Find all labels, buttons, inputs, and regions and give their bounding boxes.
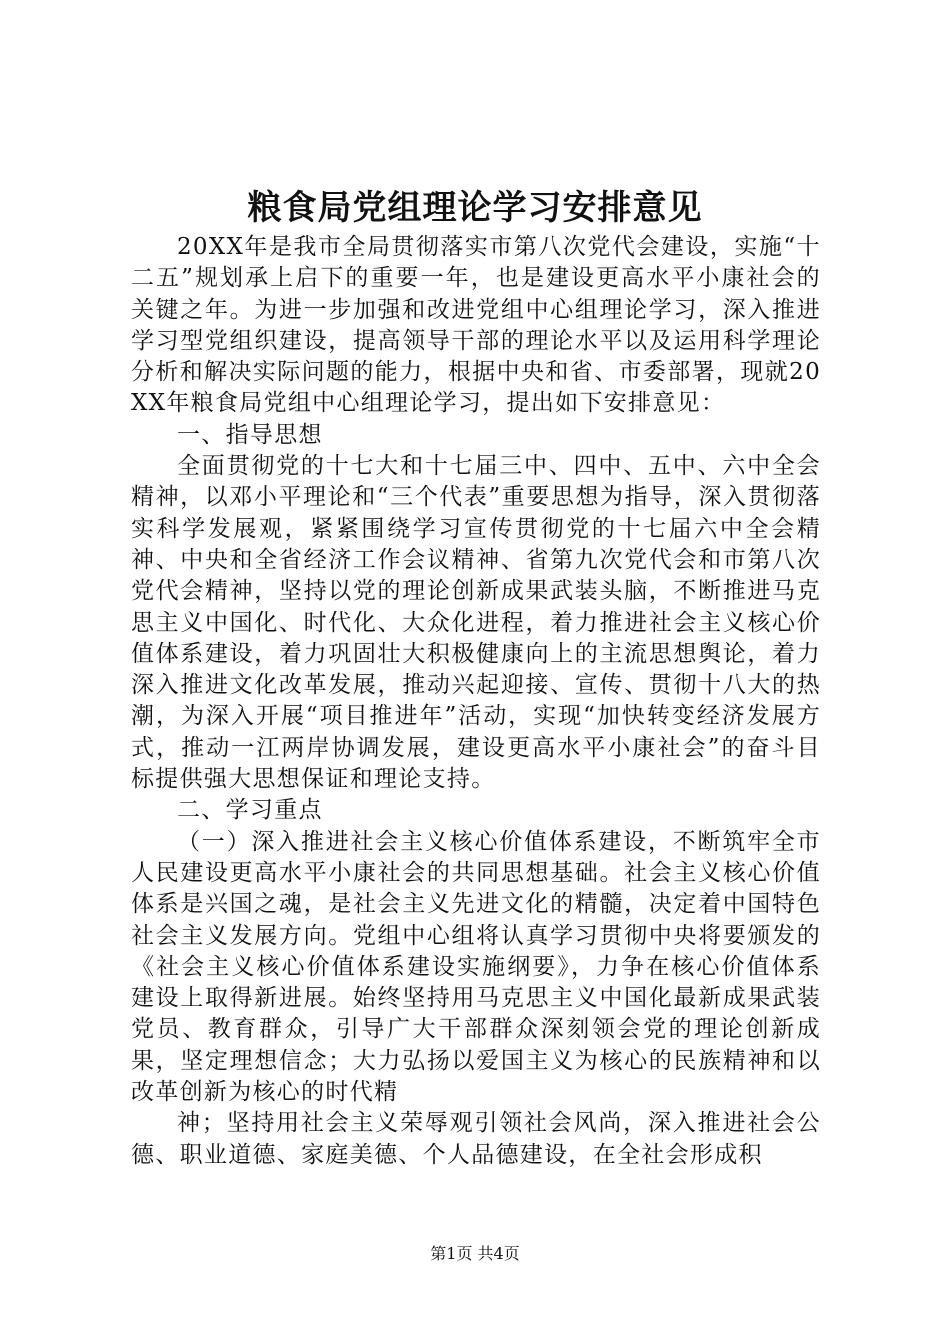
paragraph-study-focus-1-continued: 神；坚持用社会主义荣辱观引领社会风尚，深入推进社会公德、职业道德、家庭美德、个人品德建设，在全社会形成积 xyxy=(131,1110,821,1168)
paragraph-study-focus-1: （一）深入推进社会主义核心价值体系建设，不断筑牢全市人民建设更高水平小康社会的共同思想基础。社会主义核心价值体系是兴国之魂，是社会主义先进文化的精髓，决定着中国特色社会主义发展方向。党组中心组将认真学习贯彻中央将要颁发的《社会主义核心价值体系建设实施纲要》，力争在核心价值体系建设上取得新进展。始终坚持用马克思主义中国化最新成果武装党员、教育群众，引导广大干部群众深刻领会党的理论创新成果，坚定理想信念；大力弘扬以爱国主义为核心的民族精神和以改革创新为核心的时代精 xyxy=(131,828,821,1106)
document-title: 粮食局党组理论学习安排意见 xyxy=(247,188,703,228)
section-heading-study-focus: 二、学习重点 xyxy=(177,797,323,824)
section-heading-guiding-thought: 一、指导思想 xyxy=(177,421,323,448)
page-footer: 第1页 共4页 xyxy=(430,1244,520,1263)
paragraph-guiding-thought: 全面贯彻党的十七大和十七届三中、四中、五中、六中全会精神，以邓小平理论和“三个代表”重要思想为指导，深入贯彻落实科学发展观，紧紧围绕学习宣传贯彻党的十七届六中全会精神、中央和全省经济工作会议精神、省第九次党代会和市第八次党代会精神，坚持以党的理论创新成果武装头脑，不断推进马克思主义中国化、时代化、大众化进程，着力推进社会主义核心价值体系建设，着力巩固壮大积极健康向上的主流思想舆论，着力深入推进文化改革发展，推动兴起迎接、宣传、贯彻十八大的热潮，为深入开展“项目推进年”活动，实现“加快转变经济发展方式，推动一江两岸协调发展，建设更高水平小康社会”的奋斗目标提供强大思想保证和理论支持。 xyxy=(131,453,821,793)
document-body xyxy=(131,232,821,1171)
paragraph-intro: 20XX年是我市全局贯彻落实市第八次党代会建设，实施“十二五”规划承上启下的重要一年，也是建设更高水平小康社会的关键之年。为进一步加强和改进党组中心组理论学习，深入推进学习型党组织建设，提高领导干部的理论水平以及运用科学理论分析和解决实际问题的能力，根据中央和省、市委部署，现就20XX年粮食局党组中心组理论学习，提出如下安排意见： xyxy=(131,234,821,417)
